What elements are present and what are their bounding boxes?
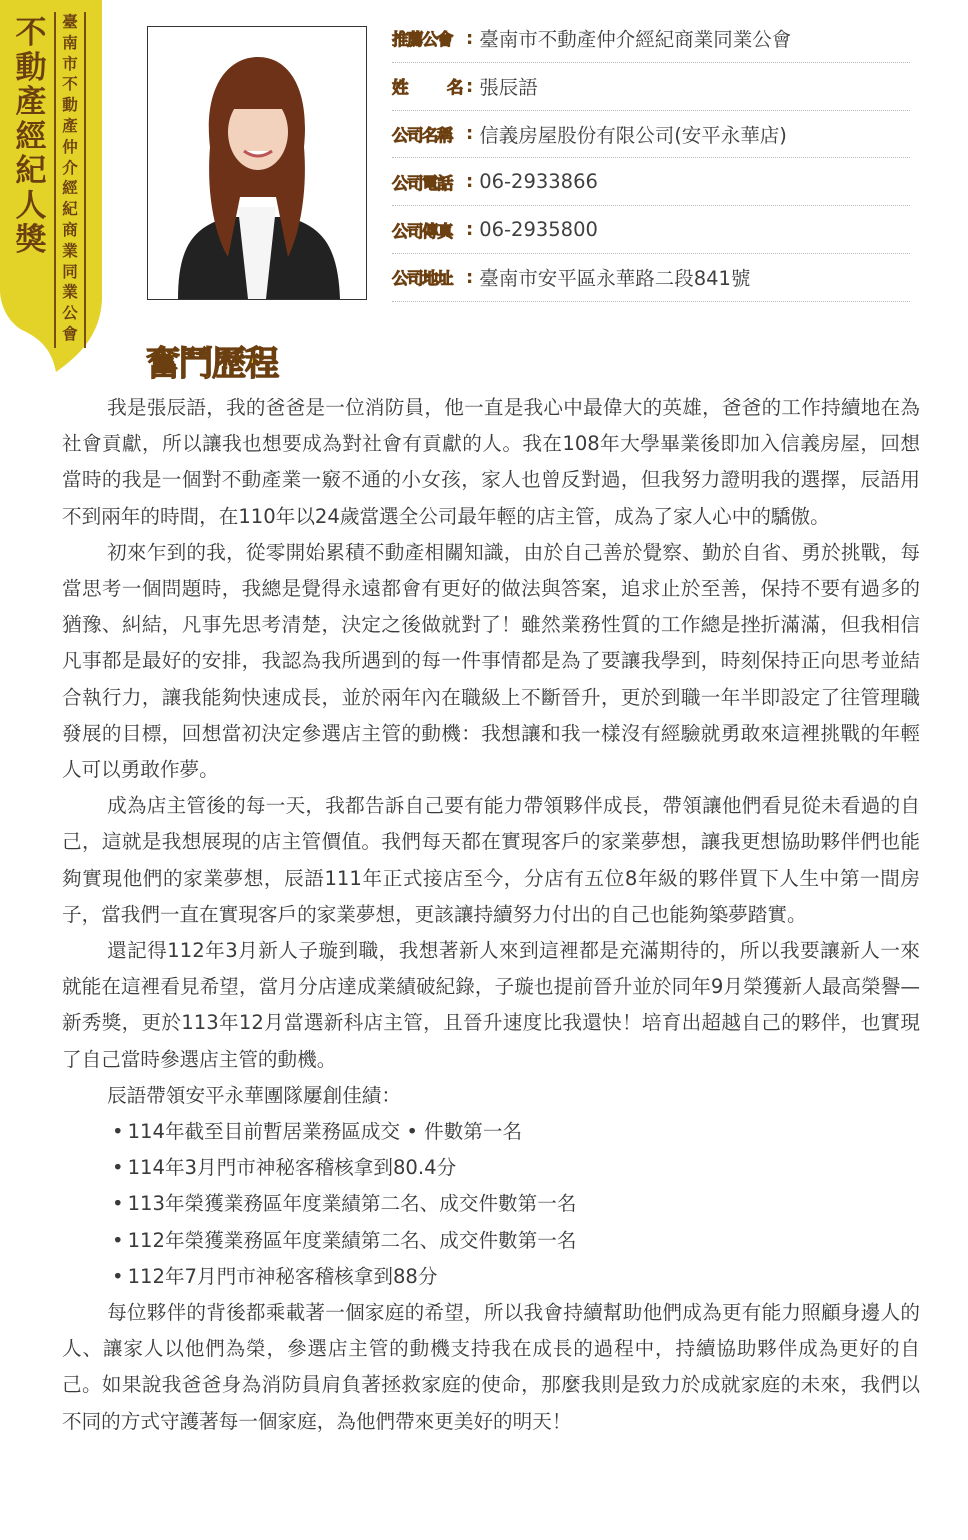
info-label: 公司傳真 bbox=[392, 221, 452, 241]
profile-info bbox=[392, 15, 910, 302]
list-item: • 112年榮獲業務區年度業績第二名、成交件數第一名 bbox=[112, 1223, 920, 1259]
divider bbox=[54, 12, 56, 348]
association-name-vertical: 臺南市不動產仲介經紀商業同業公會 bbox=[62, 13, 78, 343]
award-title: 不動產經紀人獎 bbox=[15, 15, 47, 258]
info-label: 公司名稱 bbox=[392, 125, 452, 145]
list-item: • 112年7月門市神秘客稽核拿到88分 bbox=[112, 1259, 920, 1295]
story-content bbox=[62, 390, 920, 1440]
info-value: 張辰語 bbox=[479, 76, 538, 100]
info-label: 姓 名 bbox=[392, 78, 462, 98]
info-value: 臺南市不動產仲介經紀商業同業公會 bbox=[479, 28, 792, 52]
info-row-address: 公司地址 : 臺南市安平區永華路二段841號 bbox=[392, 254, 910, 302]
info-row-phone: 公司電話 : 06-2933866 bbox=[392, 158, 910, 206]
paragraph: 初來乍到的我，從零開始累積不動產相關知識，由於自己善於覺察、勤於自省、勇於挑戰，每當思考一個問題時，我總是覺得永遠都會有更好的做法與答案，追求止於至善，保持不要有過多的猶豫、糾結，凡事先思考清楚，決定之後做就對了！雖然業務性質的工作總是挫折滿滿，但我相信凡事都是最好的安排，我認為我所遇到的每一件事情都是為了要讓我學到，時刻保持正向思考並結合執行力，讓我能夠快速成長，並於兩年內在職級上不斷晉升，更於到職一年半即設定了往管理職發展的目標，回想當初決定參選店主管的動機：我想讓和我一樣沒有經驗就勇敢來這裡挑戰的年輕人可以勇敢作夢。 bbox=[62, 540, 920, 782]
info-label: 公司地址 bbox=[392, 269, 452, 289]
paragraph: 我是張辰語，我的爸爸是一位消防員，他一直是我心中最偉大的英雄，爸爸的工作持續地在為社會貢獻，所以讓我也想要成為對社會有貢獻的人。我在108年大學畢業後即加入信義房屋，回想當時的我是一個對不動產業一竅不通的小女孩，家人也曾反對過，但我努力證明我的選擇，辰語用不到兩年的時間，在110年以24歲當選全公司最年輕的店主管，成為了家人心中的驕傲。 bbox=[62, 396, 920, 528]
paragraph: 還記得112年3月新人子璇到職，我想著新人來到這裡都是充滿期待的，所以我要讓新人一來就能在這裡看見希望，當月分店達成業績破紀錄，子璇也提前晉升並於同年9月榮獲新人最高榮譽—新秀獎，更於113年12月當選新科店主管，且晉升速度比我還快！培育出超越自己的夥伴，也實現了自己當時參選店主管的動機。 bbox=[62, 939, 920, 1071]
info-row-company: 公司名稱 : 信義房屋股份有限公司(安平永華店) bbox=[392, 111, 910, 159]
list-item: • 114年3月門市神秘客稽核拿到80.4分 bbox=[112, 1150, 920, 1186]
info-label: 推薦公會 bbox=[392, 30, 452, 50]
info-value: 信義房屋股份有限公司(安平永華店) bbox=[479, 123, 787, 147]
info-label: 公司電話 bbox=[392, 173, 452, 193]
info-value: 06-2935800 bbox=[479, 218, 598, 242]
section-heading: 奮鬥歷程 bbox=[146, 344, 278, 384]
list-item: • 114年截至目前暫居業務區成交 • 件數第一名 bbox=[112, 1114, 920, 1150]
achievements-list bbox=[62, 1114, 920, 1295]
info-row-fax: 公司傳真 : 06-2935800 bbox=[392, 206, 910, 254]
info-row-association: 推薦公會 : 臺南市不動產仲介經紀商業同業公會 bbox=[392, 15, 910, 63]
paragraph: 成為店主管後的每一天，我都告訴自己要有能力帶領夥伴成長，帶領讓他們看見從未看過的自己，這就是我想展現的店主管價值。我們每天都在實現客戶的家業夢想，讓我更想協助夥伴們也能夠實現他們的家業夢想，辰語111年正式接店至今，分店有五位8年級的夥伴買下人生中第一間房子，當我們一直在實現客戶的家業夢想，更該讓持續努力付出的自己也能夠築夢踏實。 bbox=[62, 794, 920, 926]
list-item: • 113年榮獲業務區年度業績第二名、成交件數第一名 bbox=[112, 1186, 920, 1222]
portrait-photo bbox=[147, 26, 367, 300]
portrait-illustration bbox=[148, 27, 366, 299]
info-value: 06-2933866 bbox=[479, 170, 598, 194]
divider bbox=[84, 12, 86, 348]
info-value: 臺南市安平區永華路二段841號 bbox=[479, 267, 751, 291]
closing-paragraph: 每位夥伴的背後都乘載著一個家庭的希望，所以我會持續幫助他們成為更有能力照顧身邊人的人、讓家人以他們為榮，參選店主管的動機支持我在成長的過程中，持續協助夥伴成為更好的自己。如果說我爸爸身為消防員肩負著拯救家庭的使命，那麼我則是致力於成就家庭的未來，我們以不同的方式守護著每一個家庭，為他們帶來更美好的明天！ bbox=[62, 1301, 920, 1433]
paragraph: 辰語帶領安平永華團隊屢創佳績： bbox=[107, 1083, 401, 1107]
info-row-name: 姓 名 : 張辰語 bbox=[392, 63, 910, 111]
award-banner bbox=[0, 0, 102, 372]
